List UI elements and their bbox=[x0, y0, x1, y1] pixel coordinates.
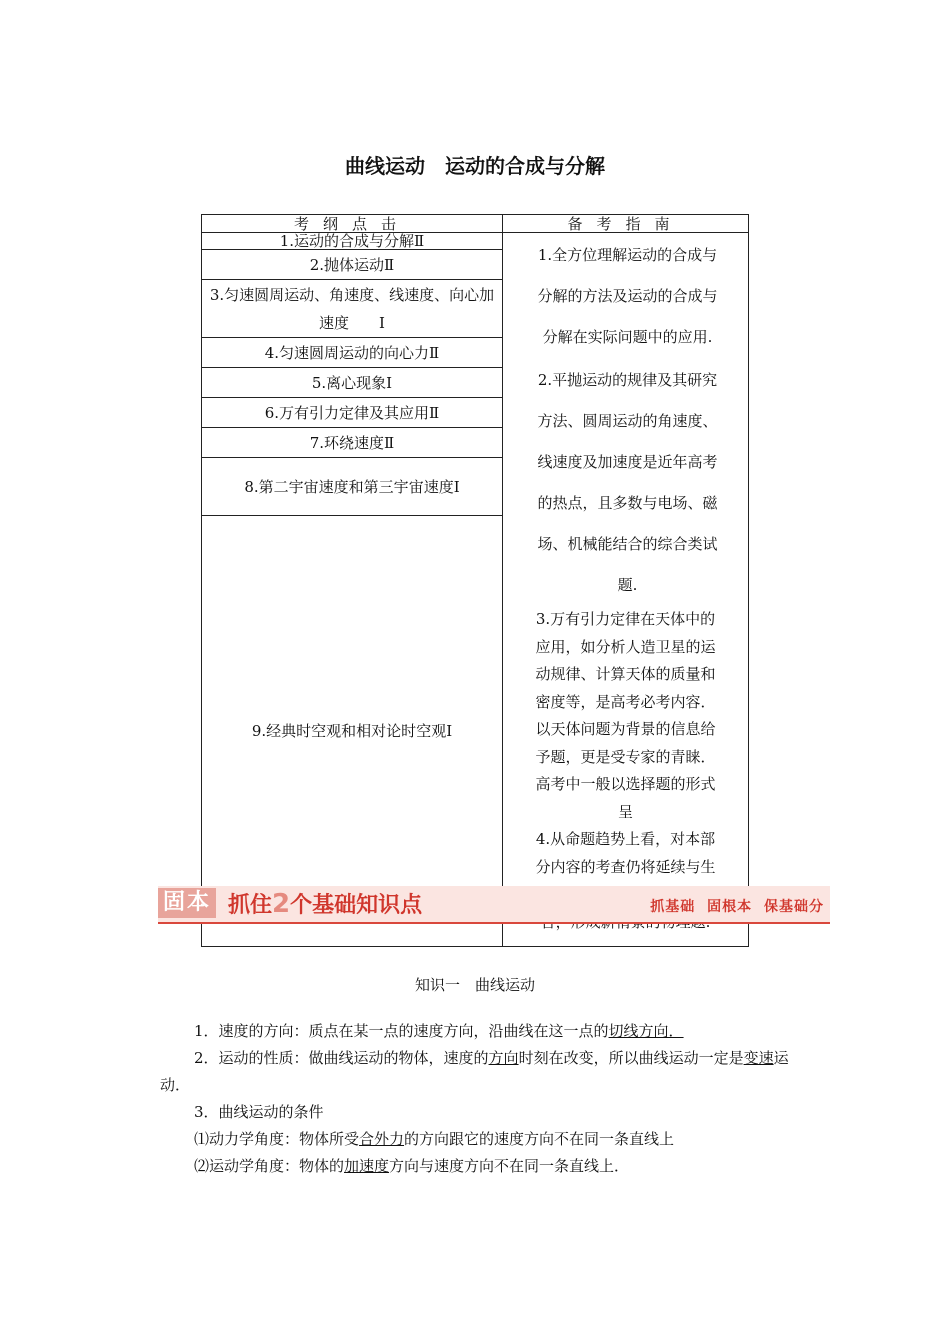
guide-cell bbox=[503, 233, 749, 947]
section-banner bbox=[158, 886, 830, 924]
banner-title: 抓住2个基础知识点 bbox=[228, 889, 423, 919]
paragraph-5: ⑵运动学角度：物体的加速度方向与速度方向不在同一条直线上． bbox=[194, 1157, 630, 1175]
paragraph-3: 3．曲线运动的条件 bbox=[194, 1103, 324, 1121]
syllabus-table bbox=[201, 214, 749, 947]
paragraph-1: 1．速度的方向：质点在某一点的速度方向，沿曲线在这一点的切线方向． bbox=[194, 1022, 684, 1040]
page-title: 曲线运动 运动的合成与分解 bbox=[345, 154, 605, 178]
table-header-right: 备考指南 bbox=[503, 215, 749, 233]
section-title: 知识一 曲线运动 bbox=[414, 976, 535, 994]
paragraph-4: ⑴动力学角度：物体所受合外力的方向跟它的速度方向不在同一条直线上 bbox=[194, 1130, 675, 1148]
syllabus-item-8: 8.第二宇宙速度和第三宇宙速度Ⅰ bbox=[202, 458, 503, 516]
guide-item-3: 3.万有引力定律在天体中的应用，如分析人造卫星的运动规律、计算天体的质量和密度等，是高考必考内容．以天体问题为背景的信息给予题，更是受专家的青睐．高考中一般以选择题的形式呈 bbox=[535, 610, 716, 821]
syllabus-item-2: 2.抛体运动Ⅱ bbox=[202, 250, 503, 280]
syllabus-item-1: 1.运动的合成与分解Ⅱ bbox=[202, 233, 503, 250]
syllabus-item-7: 7.环绕速度Ⅱ bbox=[202, 428, 503, 458]
guide-item-1: 1.全方位理解运动的合成与分解的方法及运动的合成与分解在实际问题中的应用. bbox=[537, 246, 718, 346]
syllabus-item-5: 5.离心现象Ⅰ bbox=[202, 368, 503, 398]
table-header-left: 考纲点击 bbox=[202, 215, 503, 233]
syllabus-item-9: 9.经典时空观和相对论时空观Ⅰ bbox=[202, 516, 503, 947]
banner-tag: 固本 bbox=[158, 888, 216, 918]
paragraph-2: 2．运动的性质：做曲线运动的物体，速度的方向时刻在改变，所以曲线运动一定是变速运动． bbox=[160, 1049, 789, 1094]
syllabus-item-6: 6.万有引力定律及其应用Ⅱ bbox=[202, 398, 503, 428]
syllabus-item-4: 4.匀速圆周运动的向心力Ⅱ bbox=[202, 338, 503, 368]
guide-item-4: 4.从命题趋势上看，对本部分内容的考查仍将延续与生 bbox=[535, 830, 716, 876]
banner-slogan: 抓基础 固根本 保基础分 bbox=[650, 899, 824, 915]
syllabus-item-3: 3.匀速圆周运动、角速度、线速度、向心加速度 Ⅰ bbox=[202, 280, 503, 338]
section-body bbox=[160, 1018, 792, 1180]
guide-item-2: 2.平抛运动的规律及其研究方法、圆周运动的角速度、线速度及加速度是近年高考的热点，且多数与电场、磁场、机械能结合的综合类试题. bbox=[537, 371, 718, 594]
